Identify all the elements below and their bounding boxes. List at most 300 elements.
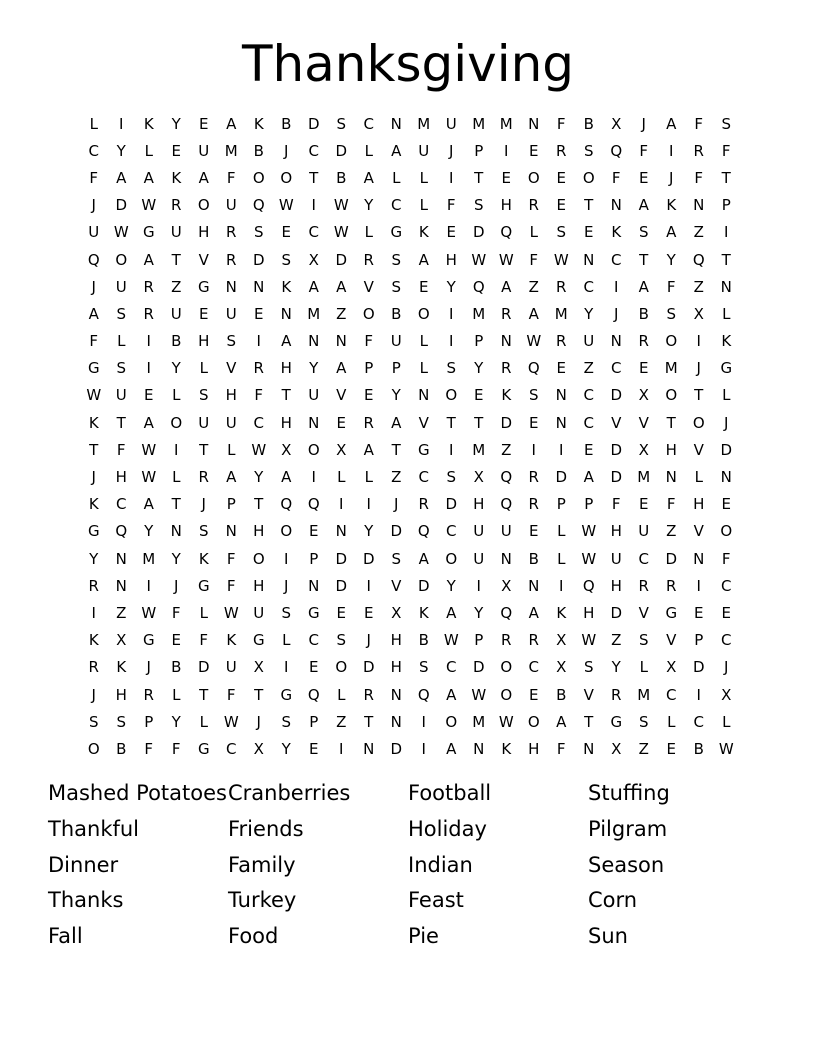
grid-letter: K — [501, 386, 512, 405]
grid-letter: N — [473, 739, 485, 758]
grid-letter: S — [638, 223, 649, 242]
grid-letter: W — [141, 603, 157, 622]
grid-letter: V — [418, 413, 429, 432]
grid-letter: T — [364, 712, 374, 731]
grid-letter: B — [528, 549, 539, 568]
grid-letter: H — [528, 739, 540, 758]
grid-letter: I — [421, 739, 426, 758]
grid-letter: S — [391, 549, 402, 568]
grid-letter: A — [556, 712, 567, 731]
grid-letter: E — [529, 522, 539, 541]
grid-letter: I — [311, 196, 316, 215]
grid-letter: X — [556, 658, 567, 677]
grid-letter: I — [449, 304, 454, 323]
grid-letter: I — [421, 712, 426, 731]
grid-letter: E — [309, 658, 319, 677]
grid-letter: D — [610, 468, 623, 487]
grid-letter: W — [581, 549, 597, 568]
grid-letter: M — [472, 304, 486, 323]
grid-letter: L — [557, 549, 566, 568]
grid-letter: E — [721, 603, 731, 622]
grid-letter: R — [363, 685, 374, 704]
grid-letter: D — [610, 386, 623, 405]
grid-letter: S — [391, 250, 402, 269]
grid-letter: Z — [611, 631, 622, 650]
grid-letter: A — [88, 304, 99, 323]
grid-letter: R — [666, 576, 677, 595]
grid-letter: N — [390, 114, 402, 133]
grid-letter: G — [390, 223, 403, 242]
grid-letter: D — [445, 495, 458, 514]
word-list-item: Turkey — [228, 888, 297, 913]
grid-letter: A — [528, 603, 539, 622]
grid-letter: X — [721, 685, 732, 704]
grid-letter: O — [417, 304, 430, 323]
grid-letter: V — [666, 631, 677, 650]
grid-letter: N — [363, 739, 375, 758]
grid-letter: Q — [610, 141, 623, 160]
grid-letter: G — [280, 685, 293, 704]
grid-letter: Y — [666, 250, 676, 269]
grid-letter: X — [611, 114, 622, 133]
grid-row — [80, 137, 740, 164]
grid-letter: D — [665, 549, 678, 568]
grid-letter: I — [476, 576, 481, 595]
grid-letter: L — [722, 712, 731, 731]
grid-letter: E — [364, 603, 374, 622]
grid-letter: U — [225, 658, 237, 677]
grid-letter: G — [87, 522, 100, 541]
grid-letter: H — [610, 576, 622, 595]
grid-letter: K — [721, 332, 732, 351]
grid-letter: Z — [116, 603, 127, 622]
grid-letter: G — [610, 712, 623, 731]
grid-letter: D — [692, 658, 705, 677]
grid-letter: D — [307, 114, 320, 133]
grid-letter: H — [583, 603, 595, 622]
grid-letter: A — [363, 168, 374, 187]
grid-letter: G — [197, 576, 210, 595]
grid-letter: F — [529, 250, 539, 269]
grid-letter: R — [611, 685, 622, 704]
grid-letter: T — [199, 440, 209, 459]
grid-letter: F — [639, 141, 649, 160]
grid-letter: I — [696, 576, 701, 595]
grid-letter: E — [309, 522, 319, 541]
grid-row — [80, 654, 740, 681]
grid-letter: U — [225, 196, 237, 215]
grid-letter: H — [693, 495, 705, 514]
grid-letter: L — [419, 359, 428, 378]
grid-letter: I — [366, 576, 371, 595]
grid-letter: X — [253, 739, 264, 758]
grid-letter: H — [665, 440, 677, 459]
grid-letter: K — [226, 631, 237, 650]
grid-letter: P — [226, 495, 236, 514]
grid-letter: E — [556, 359, 566, 378]
grid-letter: N — [583, 739, 595, 758]
grid-row — [80, 599, 740, 626]
grid-letter: N — [308, 332, 320, 351]
grid-letter: A — [418, 549, 429, 568]
grid-letter: S — [583, 658, 594, 677]
grid-letter: O — [665, 386, 678, 405]
grid-letter: N — [390, 712, 402, 731]
grid-letter: T — [721, 250, 731, 269]
grid-letter: W — [278, 196, 294, 215]
grid-letter: X — [116, 631, 127, 650]
grid-letter: Q — [252, 196, 265, 215]
grid-letter: N — [500, 332, 512, 351]
grid-letter: E — [529, 141, 539, 160]
grid-letter: Z — [528, 277, 539, 296]
grid-letter: F — [144, 739, 154, 758]
grid-letter: S — [556, 223, 567, 242]
grid-letter: R — [88, 576, 99, 595]
grid-letter: N — [170, 522, 182, 541]
grid-letter: F — [611, 168, 621, 187]
grid-letter: S — [198, 386, 209, 405]
grid-letter: X — [556, 631, 567, 650]
grid-letter: H — [198, 332, 210, 351]
grid-letter: C — [363, 114, 374, 133]
grid-letter: L — [227, 440, 236, 459]
grid-letter: L — [89, 114, 98, 133]
grid-letter: K — [88, 413, 99, 432]
grid-letter: Z — [336, 712, 347, 731]
grid-letter: A — [501, 277, 512, 296]
grid-letter: L — [144, 141, 153, 160]
grid-letter: I — [284, 658, 289, 677]
grid-letter: L — [282, 631, 291, 650]
grid-letter: F — [89, 332, 99, 351]
grid-letter: W — [223, 712, 239, 731]
grid-letter: U — [225, 413, 237, 432]
grid-letter: L — [199, 712, 208, 731]
grid-letter: L — [172, 468, 181, 487]
grid-letter: E — [171, 631, 181, 650]
grid-letter: H — [280, 413, 292, 432]
grid-letter: J — [91, 685, 96, 704]
grid-letter: O — [720, 522, 733, 541]
grid-letter: T — [309, 168, 319, 187]
grid-letter: L — [419, 332, 428, 351]
grid-letter: S — [88, 712, 99, 731]
grid-letter: M — [499, 114, 513, 133]
grid-letter: S — [473, 196, 484, 215]
grid-letter: Y — [309, 359, 319, 378]
grid-letter: B — [418, 631, 429, 650]
grid-letter: W — [718, 739, 734, 758]
grid-letter: O — [115, 250, 128, 269]
grid-letter: O — [252, 549, 265, 568]
grid-letter: K — [556, 603, 567, 622]
grid-letter: Y — [171, 712, 181, 731]
grid-letter: Y — [171, 114, 181, 133]
grid-letter: X — [501, 576, 512, 595]
grid-letter: O — [307, 440, 320, 459]
grid-letter: J — [284, 141, 289, 160]
grid-letter: G — [720, 359, 733, 378]
grid-letter: U — [638, 522, 650, 541]
grid-letter: U — [225, 304, 237, 323]
word-list-item: Thanks — [48, 888, 124, 913]
grid-letter: D — [197, 658, 210, 677]
grid-letter: W — [498, 250, 514, 269]
grid-row — [80, 491, 740, 518]
grid-letter: H — [115, 468, 127, 487]
grid-letter: C — [721, 576, 732, 595]
grid-letter: D — [115, 196, 128, 215]
grid-letter: G — [665, 603, 678, 622]
grid-letter: L — [694, 468, 703, 487]
grid-letter: O — [280, 522, 293, 541]
grid-letter: X — [666, 658, 677, 677]
grid-letter: L — [419, 168, 428, 187]
grid-letter: H — [253, 522, 265, 541]
grid-letter: K — [88, 631, 99, 650]
grid-letter: P — [309, 712, 319, 731]
grid-letter: T — [666, 413, 676, 432]
grid-letter: A — [226, 468, 237, 487]
grid-letter: M — [472, 440, 486, 459]
grid-letter: L — [722, 304, 731, 323]
grid-letter: I — [339, 739, 344, 758]
grid-letter: C — [308, 223, 319, 242]
grid-letter: E — [364, 386, 374, 405]
grid-letter: S — [336, 631, 347, 650]
grid-letter: M — [472, 712, 486, 731]
grid-letter: Z — [336, 304, 347, 323]
grid-letter: Z — [693, 277, 704, 296]
grid-letter: C — [583, 386, 594, 405]
grid-letter: N — [335, 522, 347, 541]
grid-letter: R — [528, 468, 539, 487]
grid-letter: N — [115, 549, 127, 568]
grid-letter: T — [254, 685, 264, 704]
grid-letter: N — [720, 277, 732, 296]
grid-letter: I — [614, 277, 619, 296]
grid-letter: R — [363, 250, 374, 269]
grid-letter: F — [694, 114, 704, 133]
grid-letter: B — [281, 114, 292, 133]
grid-letter: E — [144, 386, 154, 405]
grid-letter: W — [526, 332, 542, 351]
grid-letter: J — [724, 413, 729, 432]
grid-letter: L — [722, 386, 731, 405]
grid-letter: A — [336, 359, 347, 378]
grid-letter: S — [116, 712, 127, 731]
grid-letter: A — [638, 196, 649, 215]
grid-letter: E — [474, 386, 484, 405]
grid-letter: X — [693, 304, 704, 323]
grid-letter: L — [529, 223, 538, 242]
grid-letter: V — [693, 440, 704, 459]
grid-letter: U — [473, 522, 485, 541]
grid-letter: O — [252, 168, 265, 187]
grid-letter: K — [253, 114, 264, 133]
grid-letter: O — [500, 658, 513, 677]
grid-letter: H — [500, 196, 512, 215]
grid-letter: R — [528, 196, 539, 215]
grid-letter: U — [445, 114, 457, 133]
grid-letter: H — [253, 576, 265, 595]
grid-letter: K — [88, 495, 99, 514]
grid-letter: C — [721, 631, 732, 650]
grid-letter: C — [446, 522, 457, 541]
grid-letter: E — [199, 114, 209, 133]
grid-letter: A — [391, 413, 402, 432]
grid-letter: R — [556, 277, 567, 296]
grid-letter: P — [474, 332, 484, 351]
grid-letter: A — [446, 739, 457, 758]
grid-letter: N — [528, 576, 540, 595]
grid-letter: I — [339, 495, 344, 514]
grid-letter: N — [390, 685, 402, 704]
grid-letter: W — [581, 631, 597, 650]
grid-letter: B — [336, 168, 347, 187]
grid-letter: Q — [472, 277, 485, 296]
grid-letter: I — [91, 603, 96, 622]
grid-letter: D — [417, 576, 430, 595]
grid-letter: L — [364, 223, 373, 242]
grid-letter: R — [226, 250, 237, 269]
grid-letter: D — [390, 522, 403, 541]
grid-letter: N — [225, 522, 237, 541]
grid-letter: R — [198, 468, 209, 487]
grid-letter: M — [417, 114, 431, 133]
grid-letter: N — [253, 277, 265, 296]
grid-letter: T — [171, 250, 181, 269]
grid-letter: N — [308, 576, 320, 595]
grid-letter: F — [226, 168, 236, 187]
grid-letter: N — [693, 549, 705, 568]
grid-letter: F — [171, 603, 181, 622]
grid-letter: U — [170, 304, 182, 323]
grid-letter: J — [146, 658, 151, 677]
grid-letter: E — [639, 495, 649, 514]
grid-letter: A — [143, 168, 154, 187]
grid-letter: I — [504, 141, 509, 160]
grid-letter: A — [198, 168, 209, 187]
grid-letter: W — [141, 468, 157, 487]
grid-letter: U — [115, 386, 127, 405]
grid-letter: Y — [611, 658, 621, 677]
grid-letter: P — [391, 359, 401, 378]
grid-row — [80, 328, 740, 355]
grid-letter: U — [500, 522, 512, 541]
grid-letter: S — [281, 250, 292, 269]
word-list-item: Pie — [408, 924, 439, 949]
grid-letter: Q — [500, 223, 513, 242]
grid-letter: C — [666, 685, 677, 704]
grid-letter: I — [146, 332, 151, 351]
grid-letter: J — [174, 576, 179, 595]
grid-letter: G — [417, 440, 430, 459]
grid-letter: D — [335, 141, 348, 160]
grid-letter: I — [311, 468, 316, 487]
grid-letter: P — [364, 359, 374, 378]
grid-letter: N — [308, 413, 320, 432]
grid-letter: R — [556, 332, 567, 351]
grid-letter: K — [611, 223, 622, 242]
grid-letter: X — [391, 603, 402, 622]
grid-letter: T — [89, 440, 99, 459]
grid-letter: V — [638, 413, 649, 432]
grid-letter: L — [172, 386, 181, 405]
grid-letter: T — [584, 196, 594, 215]
grid-letter: P — [144, 712, 154, 731]
grid-letter: Y — [364, 522, 374, 541]
grid-letter: J — [669, 168, 674, 187]
grid-letter: P — [694, 631, 704, 650]
grid-letter: V — [198, 250, 209, 269]
grid-letter: F — [556, 739, 566, 758]
grid-letter: A — [666, 223, 677, 242]
grid-letter: I — [669, 141, 674, 160]
grid-letter: D — [362, 549, 375, 568]
grid-letter: Y — [171, 359, 181, 378]
grid-row — [80, 708, 740, 735]
grid-letter: S — [528, 386, 539, 405]
grid-letter: J — [724, 658, 729, 677]
grid-letter: W — [251, 440, 267, 459]
grid-row — [80, 382, 740, 409]
grid-letter: E — [721, 495, 731, 514]
grid-letter: G — [142, 223, 155, 242]
grid-letter: B — [171, 332, 182, 351]
grid-letter: P — [309, 549, 319, 568]
grid-letter: W — [443, 631, 459, 650]
grid-letter: U — [198, 141, 210, 160]
grid-letter: E — [556, 196, 566, 215]
grid-letter: T — [446, 413, 456, 432]
grid-letter: D — [610, 440, 623, 459]
grid-letter: J — [91, 277, 96, 296]
grid-letter: J — [91, 468, 96, 487]
grid-letter: Z — [693, 223, 704, 242]
grid-letter: T — [694, 386, 704, 405]
grid-letter: V — [391, 576, 402, 595]
grid-letter: L — [364, 468, 373, 487]
grid-letter: W — [113, 223, 129, 242]
grid-letter: J — [614, 304, 619, 323]
grid-letter: O — [280, 168, 293, 187]
grid-letter: Y — [116, 141, 126, 160]
grid-letter: U — [115, 277, 127, 296]
grid-letter: R — [556, 141, 567, 160]
grid-letter: T — [584, 712, 594, 731]
grid-letter: F — [364, 332, 374, 351]
grid-letter: B — [693, 739, 704, 758]
grid-letter: M — [637, 468, 651, 487]
grid-letter: M — [307, 304, 321, 323]
grid-letter: D — [335, 549, 348, 568]
grid-letter: W — [141, 440, 157, 459]
grid-letter: W — [553, 250, 569, 269]
grid-letter: U — [198, 413, 210, 432]
grid-letter: I — [724, 223, 729, 242]
word-list-item: Stuffing — [588, 781, 670, 805]
grid-letter: R — [253, 359, 264, 378]
grid-letter: S — [116, 304, 127, 323]
grid-letter: V — [693, 522, 704, 541]
grid-letter: H — [445, 250, 457, 269]
grid-letter: Q — [500, 603, 513, 622]
grid-letter: Y — [391, 386, 401, 405]
grid-letter: A — [336, 277, 347, 296]
grid-letter: E — [529, 685, 539, 704]
